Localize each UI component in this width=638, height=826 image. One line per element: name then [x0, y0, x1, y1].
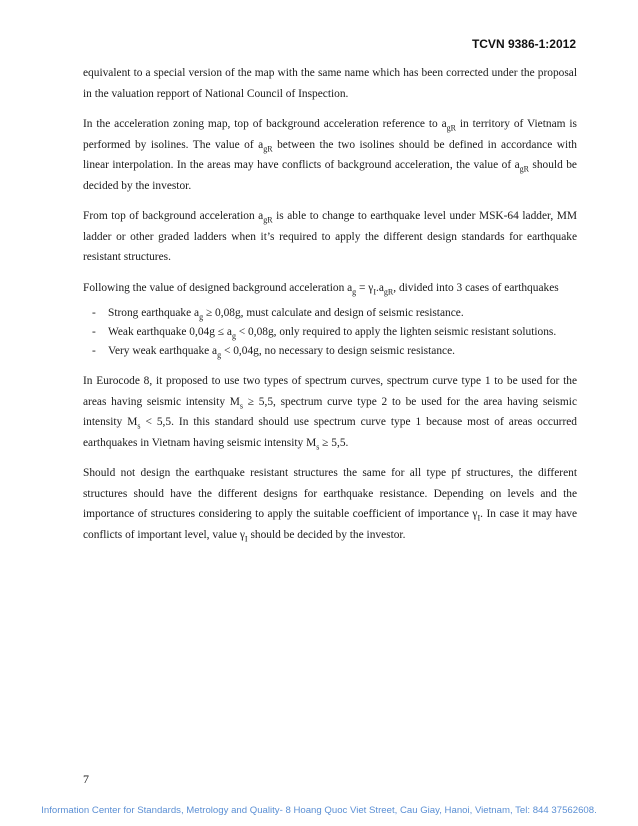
text-segment: In Eurocode 8, it proposed to use two types of spectrum curves, spectrum curve type 1 to be used for the areas having seismic intensity M — [83, 375, 577, 408]
subscript: gR — [263, 143, 273, 153]
text-segment: is able to change to earthquake level under MSK-64 ladder, MM ladder or other graded ladders when it’s required to apply the different design standards for earthquake resistant structures. — [83, 210, 577, 263]
subscript: I — [244, 533, 248, 543]
earthquake-cases-list — [83, 304, 577, 361]
subscript: g — [352, 286, 357, 296]
subscript: gR — [446, 123, 456, 133]
subscript: g — [217, 350, 222, 360]
page-number: 7 — [83, 772, 89, 786]
list-dash: - — [92, 326, 96, 338]
list-item — [92, 342, 577, 361]
text-segment: < 0,08g, only required to apply the lighten seismic resistant solutions. — [235, 326, 557, 338]
footer-contact-info: Information Center for Standards, Metrology and Quality- 8 Hoang Quoc Viet Street, Cau Giay, Hanoi, Vietnam, Tel: 844 37562608. — [41, 805, 597, 816]
text-segment: = γ — [356, 281, 374, 294]
text-segment: Weak earthquake 0,04g ≤ a — [108, 326, 232, 338]
text-segment: , divided into 3 cases of earthquakes — [393, 281, 559, 294]
text-segment: ≥ 5,5, spectrum curve type 2 to be used for the area having seismic intensity M — [83, 395, 577, 428]
paragraph-4 — [83, 278, 577, 299]
text-segment: should be decided by the investor. — [247, 528, 406, 541]
document-body — [83, 63, 577, 555]
paragraph-5 — [83, 371, 577, 453]
subscript: I — [373, 286, 376, 296]
text-segment: Strong earthquake a — [108, 307, 200, 319]
subscript: g — [199, 312, 204, 322]
paragraph-3 — [83, 206, 577, 268]
subscript: I — [477, 513, 481, 523]
subscript: gR — [519, 164, 529, 174]
text-segment: Very weak earthquake a — [108, 345, 218, 357]
text-segment: .a — [376, 281, 384, 294]
text-segment: ≥ 0,08g, must calculate and design of seismic resistance. — [203, 307, 464, 319]
text-segment: should be decided by the investor. — [83, 159, 577, 192]
subscript: gR — [383, 286, 394, 296]
text-segment: < 0,04g, no necessary to design seismic resistance. — [221, 345, 455, 357]
text-segment: < 5,5. In this standard should use spectrum curve type 1 because most of areas occurred earthquakes in Vietnam having seismic intensity M — [83, 416, 577, 449]
paragraph-2 — [83, 114, 577, 196]
list-item — [92, 304, 577, 323]
text-segment: in territory of Vietnam is performed by isolines. The value of a — [83, 118, 577, 151]
subscript: s — [137, 421, 141, 431]
subscript: s — [239, 400, 244, 410]
text-segment: In the acceleration zoning map, top of background acceleration reference to a — [83, 118, 447, 130]
text-segment: . In case it may have conflicts of important level, value γ — [83, 508, 577, 541]
list-item — [92, 323, 577, 342]
text-segment: between the two isolines should be defined in accordance with linear interpolation. In the areas may have conflicts of background acceleration, the value of a — [83, 138, 578, 171]
text-segment: ≥ 5,5. — [319, 436, 349, 449]
paragraph-6 — [83, 463, 577, 545]
list-dash: - — [92, 307, 96, 319]
text-segment: Following the value of designed background acceleration a — [83, 281, 353, 294]
subscript: s — [316, 441, 320, 451]
subscript: g — [231, 331, 236, 341]
text-segment: From top of background acceleration a — [83, 210, 264, 222]
subscript: gR — [263, 215, 273, 225]
paragraph-1: equivalent to a special version of the map with the same name which has been corrected under the proposal in the valuation repport of National Council of Inspection. — [83, 67, 577, 100]
standard-code-header: TCVN 9386-1:2012 — [471, 37, 576, 51]
text-segment: Should not design the earthquake resistant structures the same for all type pf structures, the different structures should have the different designs for earthquake resistance. Depending on levels and the importance of structures considering to apply the suitable coefficient of importance γ — [83, 467, 577, 520]
list-dash: - — [92, 345, 96, 357]
